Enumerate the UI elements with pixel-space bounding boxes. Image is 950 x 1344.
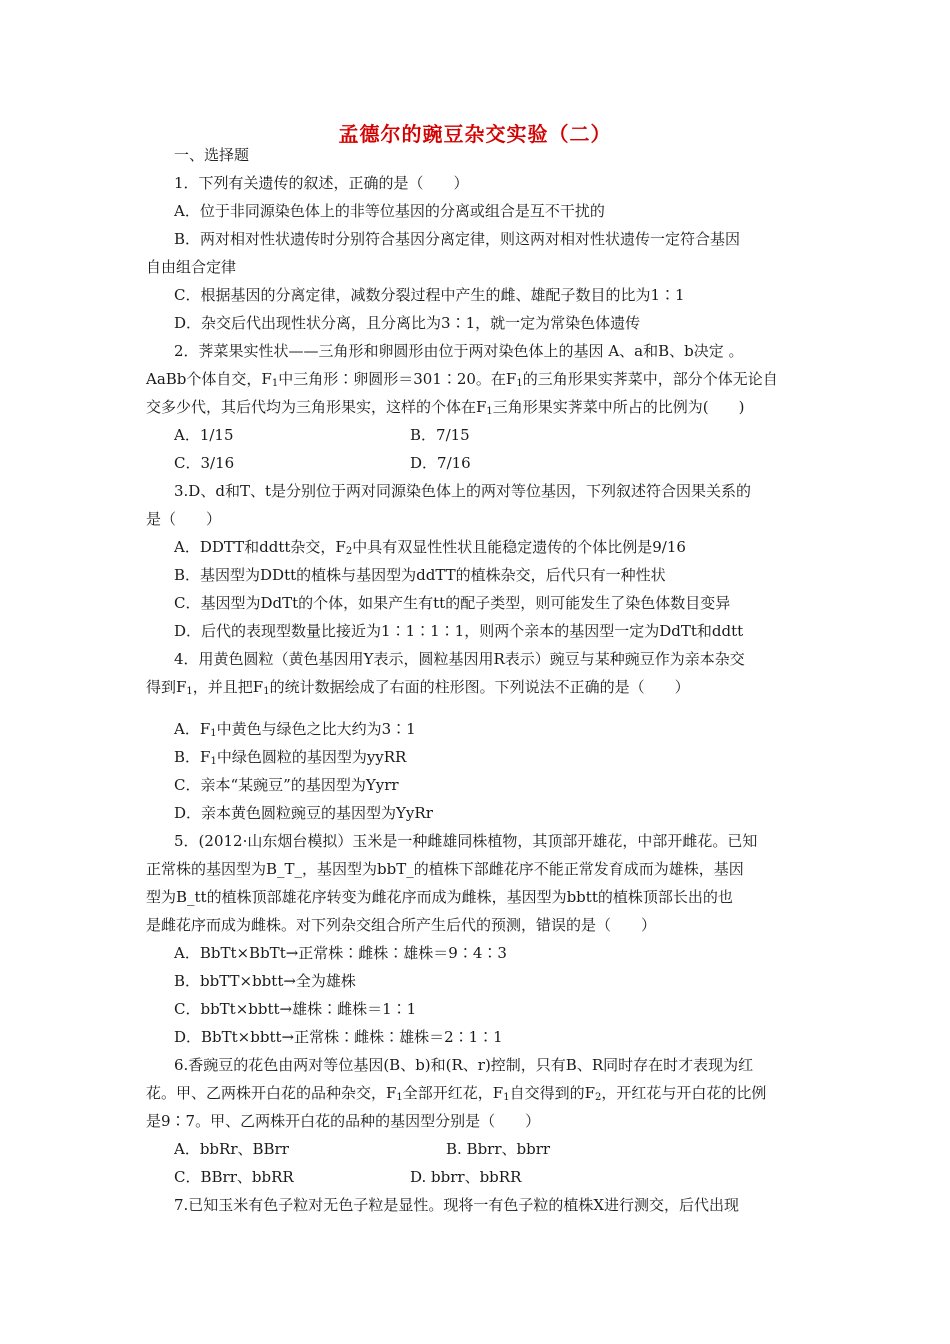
q1-stem: 1．下列有关遗传的叙述，正确的是（ ） [174, 174, 469, 192]
q5-option-d: D．BbTt×bbtt→正常株∶雌株∶雄株＝2∶1∶1 [174, 1028, 503, 1046]
q3-option-a: A．DDTT和ddtt杂交，$F_2$中具有双显性性状且能稳定遗传的个体比例是9/16 [174, 538, 686, 557]
q5-option-c: C．bbTt×bbtt→雄株∶雌株＝1∶1 [174, 1000, 417, 1018]
q6-option-a: A．bbRr、BBrr [174, 1140, 289, 1158]
q4-option-c: C．亲本“某豌豆”的基因型为Yyrr [174, 776, 399, 794]
q5-option-a: A．BbTt×BbTt→正常株∶雌株∶雄株＝9∶4∶3 [174, 944, 507, 962]
q5-option-b: B．bbTT×bbtt→全为雄株 [174, 972, 356, 990]
q7-stem-line1: 7.已知玉米有色子粒对无色子粒是显性。现将一有色子粒的植株X进行测交，后代出现 [174, 1196, 739, 1214]
q2-option-b: B．7/15 [410, 426, 470, 444]
q5-stem-line2: 正常株的基因型为B_T_，基因型为bbT_的植株下部雌花序不能正常发育成而为雄株，基因 [146, 860, 744, 878]
q4-option-a: A．$F_1$中黄色与绿色之比大约为3∶1 [174, 720, 416, 739]
q4-option-d: D．亲本黄色圆粒豌豆的基因型为YyRr [174, 804, 433, 822]
q6-option-d: D. bbrr、bbRR [410, 1168, 522, 1186]
page-title: 孟德尔的豌豆杂交实验（二） [338, 122, 612, 146]
q1-option-c: C．根据基因的分离定律，减数分裂过程中产生的雌、雄配子数目的比为1∶1 [174, 286, 685, 304]
q2-option-c: C．3/16 [174, 454, 235, 472]
q2-stem-line1: 2．荠菜果实性状——三角形和卵圆形由位于两对染色体上的基因 A、a和B、b决定 。 [174, 342, 744, 360]
q5-stem-line4: 是雌花序而成为雌株。对下列杂交组合所产生后代的预测，错误的是（ ） [146, 916, 657, 934]
q4-stem-line2: 得到$F_1$，并且把$F_1$的统计数据绘成了右面的柱形图。下列说法不正确的是（ ） [146, 678, 690, 697]
q1-option-a: A．位于非同源染色体上的非等位基因的分离或组合是互不干扰的 [174, 202, 605, 220]
section-heading: 一、选择题 [174, 146, 250, 164]
q6-stem-line3: 是9∶7。甲、乙两株开白花的品种的基因型分别是（ ） [146, 1112, 541, 1130]
q6-option-c: C．BBrr、bbRR [174, 1168, 294, 1186]
q4-stem-line1: 4．用黄色圆粒（黄色基因用Y表示，圆粒基因用R表示）豌豆与某种豌豆作为亲本杂交 [174, 650, 745, 668]
q6-option-b: B. Bbrr、bbrr [446, 1140, 551, 1158]
q3-option-d: D．后代的表现型数量比接近为1∶1∶1∶1，则两个亲本的基因型一定为DdTt和ddtt [174, 622, 744, 640]
q6-stem-line2: 花。甲、乙两株开白花的品种杂交，$F_1$全部开红花，$F_1$自交得到的$F_2$，开红花与开白花的比例 [146, 1084, 767, 1103]
q5-stem-line1: 5．(2012·山东烟台模拟）玉米是一种雌雄同株植物，其顶部开雄花，中部开雌花。已知 [174, 832, 758, 850]
q2-stem-line3: 交多少代，其后代均为三角形果实，这样的个体在$F_1$三角形果实荠菜中所占的比例为( ) [146, 398, 745, 417]
q1-option-d: D．杂交后代出现性状分离，且分离比为3∶1，就一定为常染色体遗传 [174, 314, 641, 332]
q1-option-b-cont: 自由组合定律 [146, 258, 237, 276]
q6-stem-line1: 6.香豌豆的花色由两对等位基因(B、b)和(R、r)控制，只有B、R同时存在时才表现为红 [174, 1056, 754, 1074]
q1-option-b: B．两对相对性状遗传时分别符合基因分离定律，则这两对相对性状遗传一定符合基因 [174, 230, 741, 248]
q3-stem-line1: 3.D、d和T、t是分别位于两对同源染色体上的两对等位基因，下列叙述符合因果关系的 [174, 482, 751, 500]
q2-option-a: A．1/15 [174, 426, 234, 444]
q4-option-b: B．$F_1$中绿色圆粒的基因型为yyRR [174, 748, 407, 767]
q3-option-c: C．基因型为DdTt的个体，如果产生有tt的配子类型，则可能发生了染色体数目变异 [174, 594, 731, 612]
q3-stem-line2: 是（ ） [146, 510, 222, 528]
q3-option-b: B．基因型为DDtt的植株与基因型为ddTT的植株杂交，后代只有一种性状 [174, 566, 666, 584]
q5-stem-line3: 型为B_tt的植株顶部雄花序转变为雌花序而成为雌株，基因型为bbtt的植株顶部长出的也 [146, 888, 733, 906]
q2-option-d: D．7/16 [410, 454, 471, 472]
q2-stem-line2: AaBb个体自交，$F_1$中三角形∶卵圆形＝301∶20。在$F_1$的三角形果实荠菜中，部分个体无论自 [146, 370, 778, 389]
